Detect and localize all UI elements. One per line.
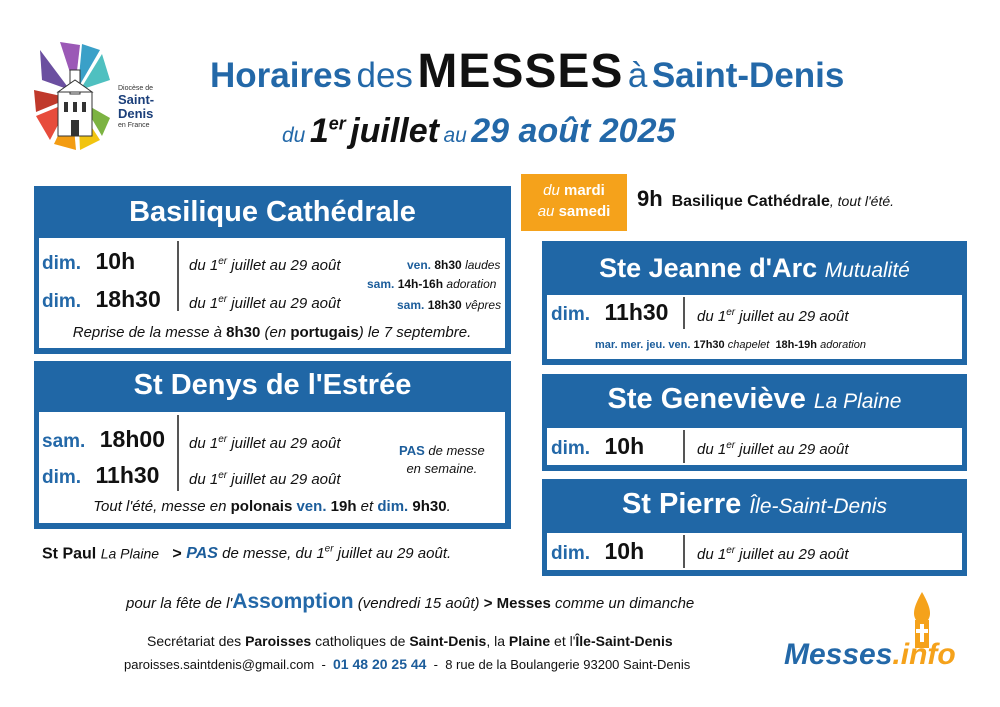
phone-number[interactable]: 01 48 20 25 44 (333, 656, 427, 672)
title-a: à (627, 56, 648, 95)
schedule-box: dim. 11h30 du 1er juillet au 29 août mar. mer. jeu. ven. 17h30 chapelet 18h-19h adoration (547, 295, 962, 359)
logo-text (118, 84, 180, 130)
weekday-badge: du mardi au samedi (521, 174, 627, 231)
schedule-row: dim. 11h30 (42, 462, 160, 488)
schedule-row: sam. 18h00 (42, 426, 165, 452)
panel-title: Ste Jeanne d'Arc Mutualité (599, 253, 910, 283)
basilique-footer: Reprise de la messe à 8h30 (en portugais) le 7 septembre. (72, 324, 472, 341)
diocese-emblem-icon (30, 40, 120, 155)
schedule-row: dim. 10h (42, 248, 136, 274)
schedule-row: dim. 11h30 (551, 299, 669, 325)
email-link[interactable]: paroisses.saintdenis@gmail.com (124, 657, 315, 672)
assomption-line: pour la fête de l'Assomption (vendredi 15 août) > Messes comme un dimanche (126, 590, 695, 613)
title-saint-denis: Saint-Denis (651, 56, 845, 95)
weekday-mass: 9h Basilique Cathédrale, tout l'été. (637, 186, 895, 211)
logo-line2: Saint-Denis (118, 92, 155, 121)
logo-line3: en France (118, 122, 150, 129)
diocese-logo (30, 40, 180, 155)
panel-title: St Pierre Île-Saint-Denis (621, 488, 888, 520)
schedule-box: dim. 10h du 1er juillet au 29 août (547, 428, 962, 465)
secretariat-line: Secrétariat des Paroisses catholiques de Saint-Denis, la Plaine et l'Île-Saint-Denis (147, 633, 673, 649)
contact-line: paroisses.saintdenis@gmail.com - 01 48 20 25 44 - 8 rue de la Boulangerie 93200 Saint-Denis (124, 656, 691, 672)
panel-jeanne (542, 241, 967, 365)
st-paul-line: St Paul La Plaine > PAS de messe, du 1er juillet au 29 août. (42, 544, 452, 563)
note-laudes: ven. 8h30 laudes (407, 258, 501, 272)
date-range: du 1er juillet au 29 août 2025 (282, 112, 676, 150)
page-title (210, 44, 970, 99)
jeanne-weekday-note: mar. mer. jeu. ven. 17h30 chapelet 18h-19h adoration (595, 339, 866, 351)
denys-footer: Tout l'été, messe en polonais ven. 19h et dim. 9h30. (93, 498, 451, 515)
schedule-box: dim. 10h du 1er juillet au 29 août (547, 533, 962, 570)
note-vepres: sam. 18h30 vêpres (397, 298, 502, 312)
title-messes: MESSES (417, 45, 624, 98)
title-horaires: Horaires (210, 56, 353, 95)
panel-title: Basilique Cathédrale (129, 196, 416, 228)
schedule-row: dim. 10h (551, 538, 645, 564)
title-des: des (356, 56, 413, 95)
panel-title: Ste Geneviève La Plaine (607, 383, 902, 415)
panel-genevieve (542, 374, 967, 471)
no-weekday-mass-note: PAS de messe en semaine. (399, 443, 485, 476)
messes-info-logo[interactable]: Messes.info (784, 590, 974, 680)
panel-pierre (542, 479, 967, 576)
panel-title: St Denys de l'Estrée (133, 369, 412, 401)
panel-basilique (34, 186, 511, 354)
logo-line1: Diocèse de (118, 85, 154, 92)
schedule-box: sam. 18h00 du 1er juillet au 29 août dim. 11h30 du 1er juillet au 29 août PAS de messe en semaine. Tout l'été, messe en polonais ven. 19h et dim. 9h30. (39, 412, 505, 523)
schedule-row: dim. 18h30 (42, 286, 161, 312)
schedule-row: dim. 10h (551, 433, 645, 459)
note-adoration: sam. 14h-16h adoration (367, 277, 497, 291)
schedule-box: dim. 10h du 1er juillet au 29 août dim. 18h30 du 1er juillet au 29 août ven. 8h30 laudes sam. 14h-16h adoration sam. 18h30 vêpres Reprise de la messe à 8h30 (en portugais) le 7 septembre. (39, 238, 505, 348)
panel-denys (34, 361, 511, 529)
